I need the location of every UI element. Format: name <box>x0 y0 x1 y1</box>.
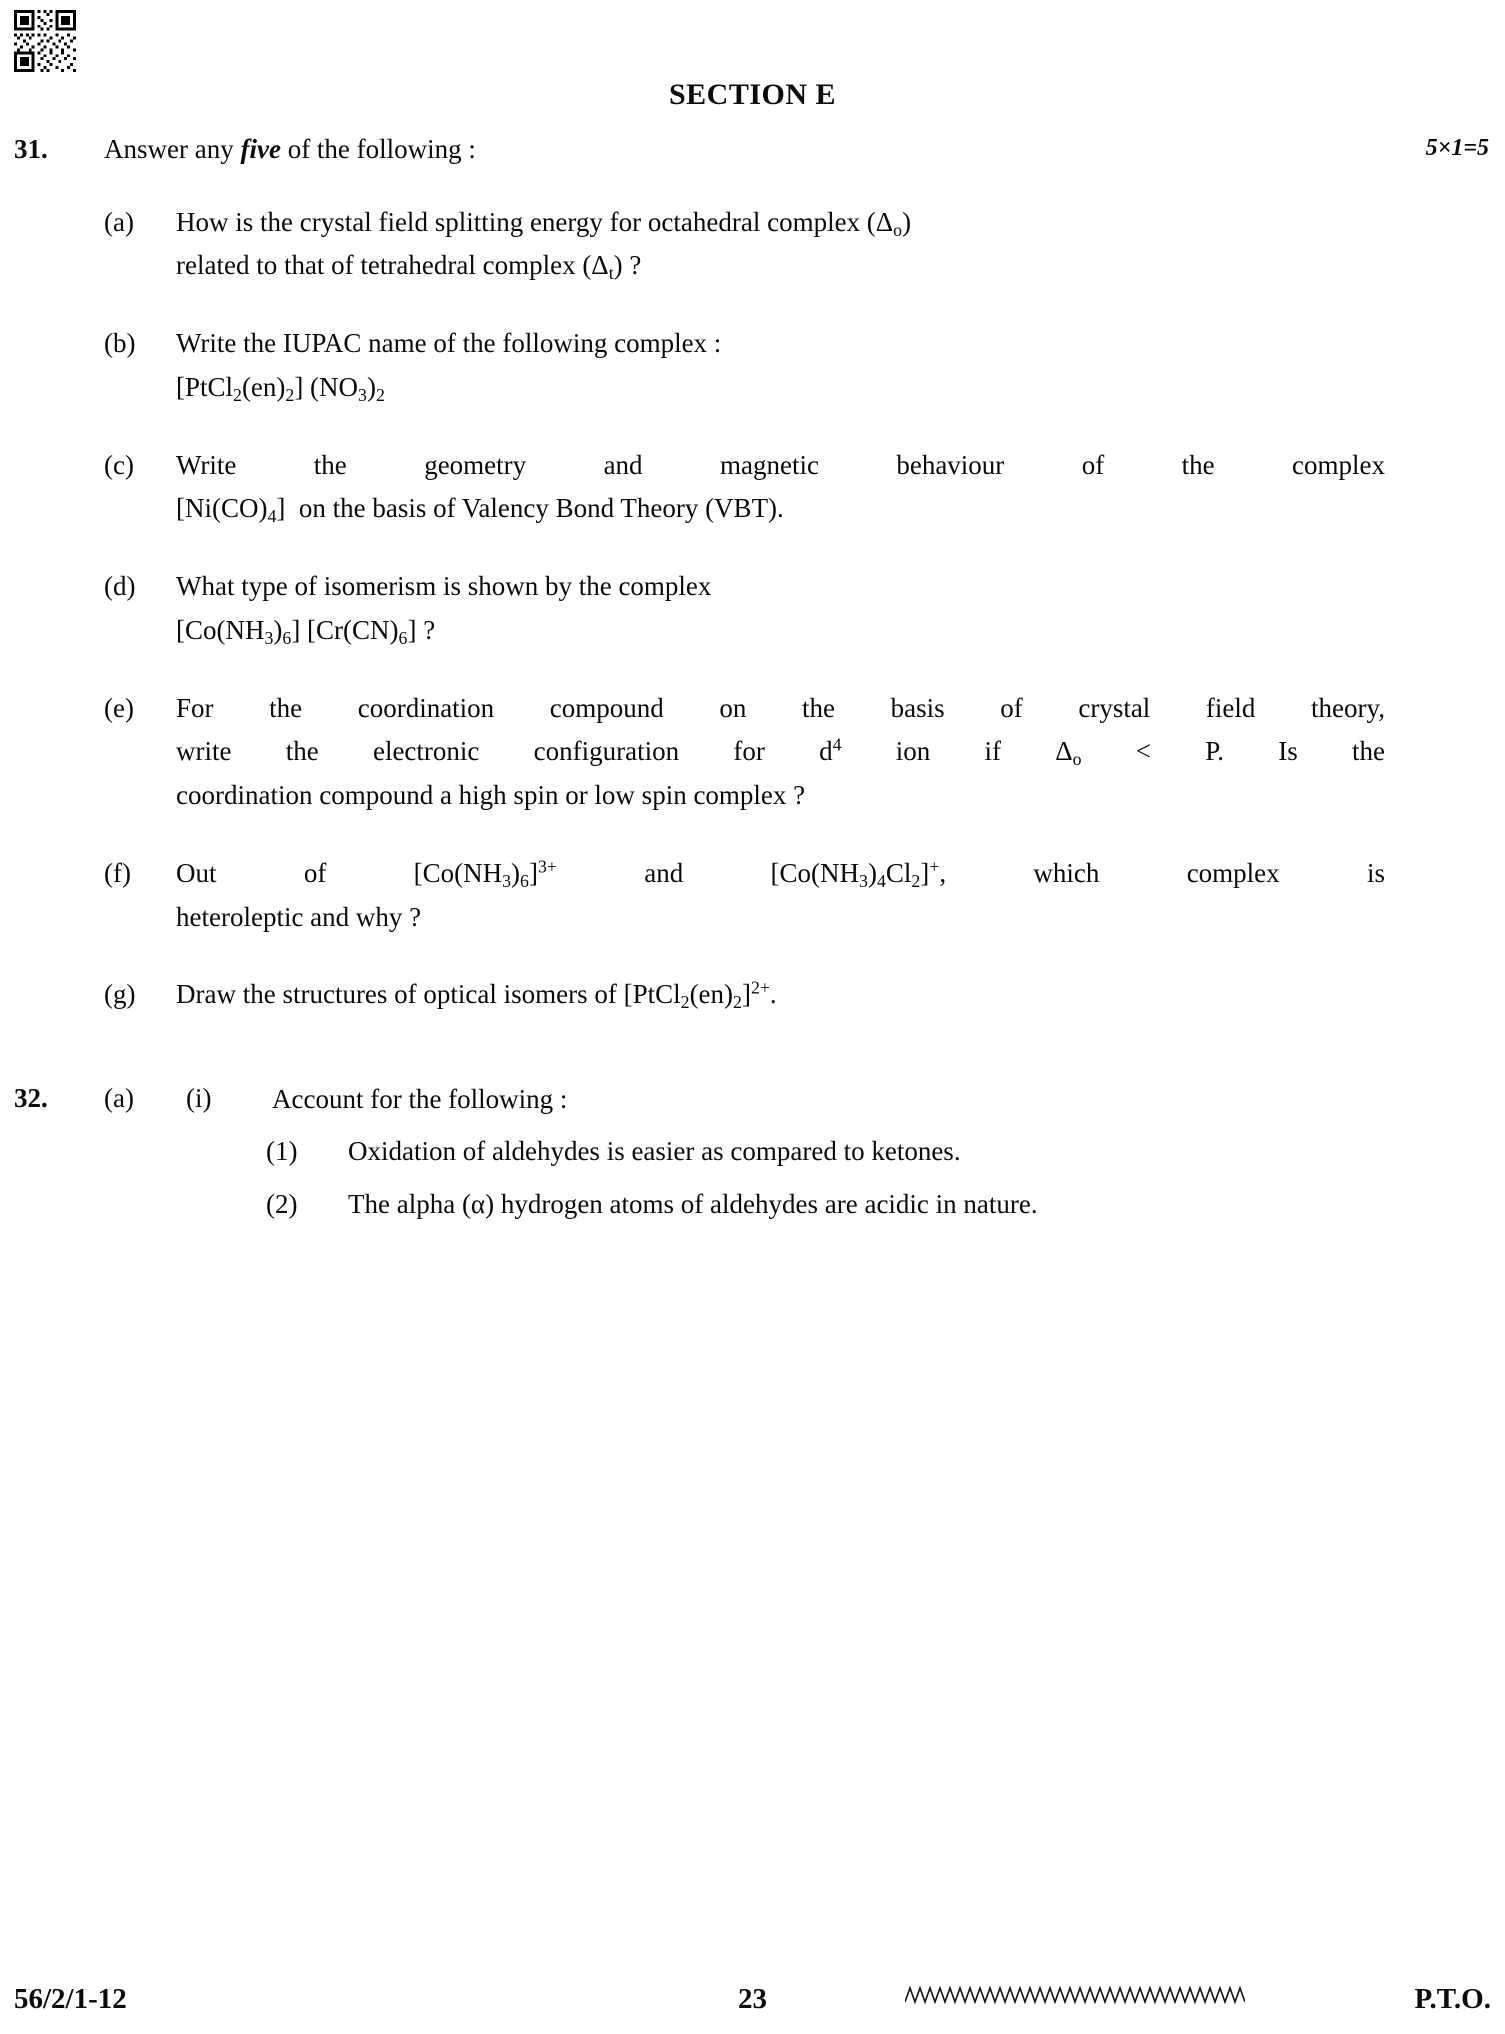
questions-container <box>0 133 1505 1223</box>
item-d-label: (d) <box>104 571 136 602</box>
item-a-line2 <box>176 244 1385 288</box>
sup-plus: + <box>929 856 940 877</box>
sub-4: 4 <box>876 870 886 891</box>
sub-o: o <box>1072 749 1082 770</box>
question-31-stem-before: Answer any <box>104 134 241 164</box>
sub-2: 2 <box>733 992 742 1013</box>
item-e <box>0 687 1505 818</box>
question-32-item-2 <box>0 1186 1505 1223</box>
item-c-line1: Write the geometry and magnetic behaviour of the complex <box>176 449 1385 480</box>
item-a-label: (a) <box>104 206 134 237</box>
section-title: SECTION E <box>668 78 837 111</box>
item-e-line3: coordination compound a high spin or low spin complex ? <box>176 780 806 811</box>
question-31-stem <box>104 133 1275 167</box>
item-a-line1-sub: o <box>893 219 903 240</box>
qr-code-icon <box>14 10 76 72</box>
item-b-line1: Write the IUPAC name of the following complex : <box>176 328 722 359</box>
item-a-line1-a: How is the crystal field splitting energy for octahedral complex (Δ <box>176 206 894 237</box>
page-number: 23 <box>738 1983 767 2015</box>
sub-2: 2 <box>680 992 690 1013</box>
sup-3plus: 3+ <box>537 856 557 877</box>
question-32-label-i: (i) <box>186 1083 212 1114</box>
item-f-line1: Out of $[Co(NH_3)_6]^{3+}$ and $[Co(NH_3)_4Cl_2]^+$, which complex is <box>176 856 1385 891</box>
question-32-account-text: Account for the following : <box>272 1084 568 1115</box>
item-a <box>0 201 1505 288</box>
item-g-line1: Draw the structures of optical isomers of $[PtCl_2(en)_2]^{2+}$. <box>176 978 777 1013</box>
item-d-line1: What type of isomerism is shown by the complex <box>176 571 712 602</box>
question-32-item-2-label: (2) <box>266 1189 298 1220</box>
question-31-stem-emphasis: five <box>240 134 281 164</box>
item-a-line2-b: ) ? <box>613 250 642 281</box>
item-a-line1-b: ) <box>902 206 912 237</box>
sub-6: 6 <box>282 627 292 648</box>
sub-2: 2 <box>285 384 295 405</box>
sub-2: 2 <box>911 870 921 891</box>
item-b-label: (b) <box>104 328 136 359</box>
item-e-label: (e) <box>104 692 134 723</box>
sub-3: 3 <box>264 627 274 648</box>
item-d <box>0 565 1505 652</box>
question-32-item-1 <box>0 1133 1505 1170</box>
pto-label: P.T.O. <box>1414 1983 1491 2015</box>
item-c <box>0 444 1505 531</box>
question-31-stem-after: of the following : <box>280 134 476 164</box>
sub-6: 6 <box>520 870 529 891</box>
question-32-number: 32. <box>14 1083 48 1114</box>
item-c-label: (c) <box>104 449 134 480</box>
item-g <box>0 973 1505 1017</box>
question-32-item-2-text: The alpha (α) hydrogen atoms of aldehydes are acidic in nature. <box>348 1189 1038 1220</box>
item-c-text <box>176 444 1385 531</box>
question-32-item-1-text: Oxidation of aldehydes is easier as compared to ketones. <box>348 1135 961 1166</box>
paper-code: 56/2/1-12 <box>14 1983 127 2015</box>
sub-3: 3 <box>358 384 367 405</box>
item-a-line2-a: related to that of tetrahedral complex (Δ <box>176 250 609 281</box>
sup-4: 4 <box>832 735 842 756</box>
item-b <box>0 322 1505 409</box>
question-32-label-a: (a) <box>104 1083 134 1114</box>
item-f-line2: heteroleptic and why ? <box>176 901 422 932</box>
item-e-line2: write the electronic configuration for $d^4$ ion if $\Delta_o < P$. Is the <box>176 735 1385 770</box>
page-footer <box>0 1972 1505 2016</box>
question-31-number: 31. <box>14 134 48 164</box>
item-d-formula: $[Co(NH_3)_6]$ $[Cr(CN)_6]$ ? <box>176 614 436 648</box>
sub-2: 2 <box>375 384 385 405</box>
question-31 <box>0 133 1505 167</box>
item-b-formula: $[PtCl_2(en)_2]$ $(NO_3)_2$ <box>176 371 385 405</box>
sub-2: 2 <box>233 384 242 405</box>
item-e-line1: For the coordination compound on the basis of crystal field theory, <box>176 692 1385 723</box>
question-31-marks: 5×1=5 <box>1425 135 1489 161</box>
item-e-text <box>176 687 1385 818</box>
item-f <box>0 852 1505 939</box>
question-32 <box>0 1083 1505 1223</box>
item-b-text <box>176 322 1385 409</box>
zigzag-rule-icon <box>905 1982 1245 2008</box>
item-a-line2-sub: t <box>608 263 614 284</box>
sub-3: 3 <box>859 870 868 891</box>
question-32-item-1-label: (1) <box>266 1135 298 1166</box>
item-f-label: (f) <box>104 857 131 888</box>
item-f-text <box>176 852 1385 939</box>
sub-3: 3 <box>502 870 512 891</box>
sub-4: 4 <box>267 506 277 527</box>
sup-2plus: 2+ <box>750 978 770 999</box>
item-g-text <box>176 973 1385 1017</box>
sub-6: 6 <box>398 627 408 648</box>
item-g-label: (g) <box>104 979 136 1010</box>
item-d-text <box>176 565 1385 652</box>
item-c-line2: $[Ni(CO)_4]$ on the basis of Valency Bond Theory (VBT). <box>176 493 784 527</box>
item-a-text <box>176 201 1385 288</box>
